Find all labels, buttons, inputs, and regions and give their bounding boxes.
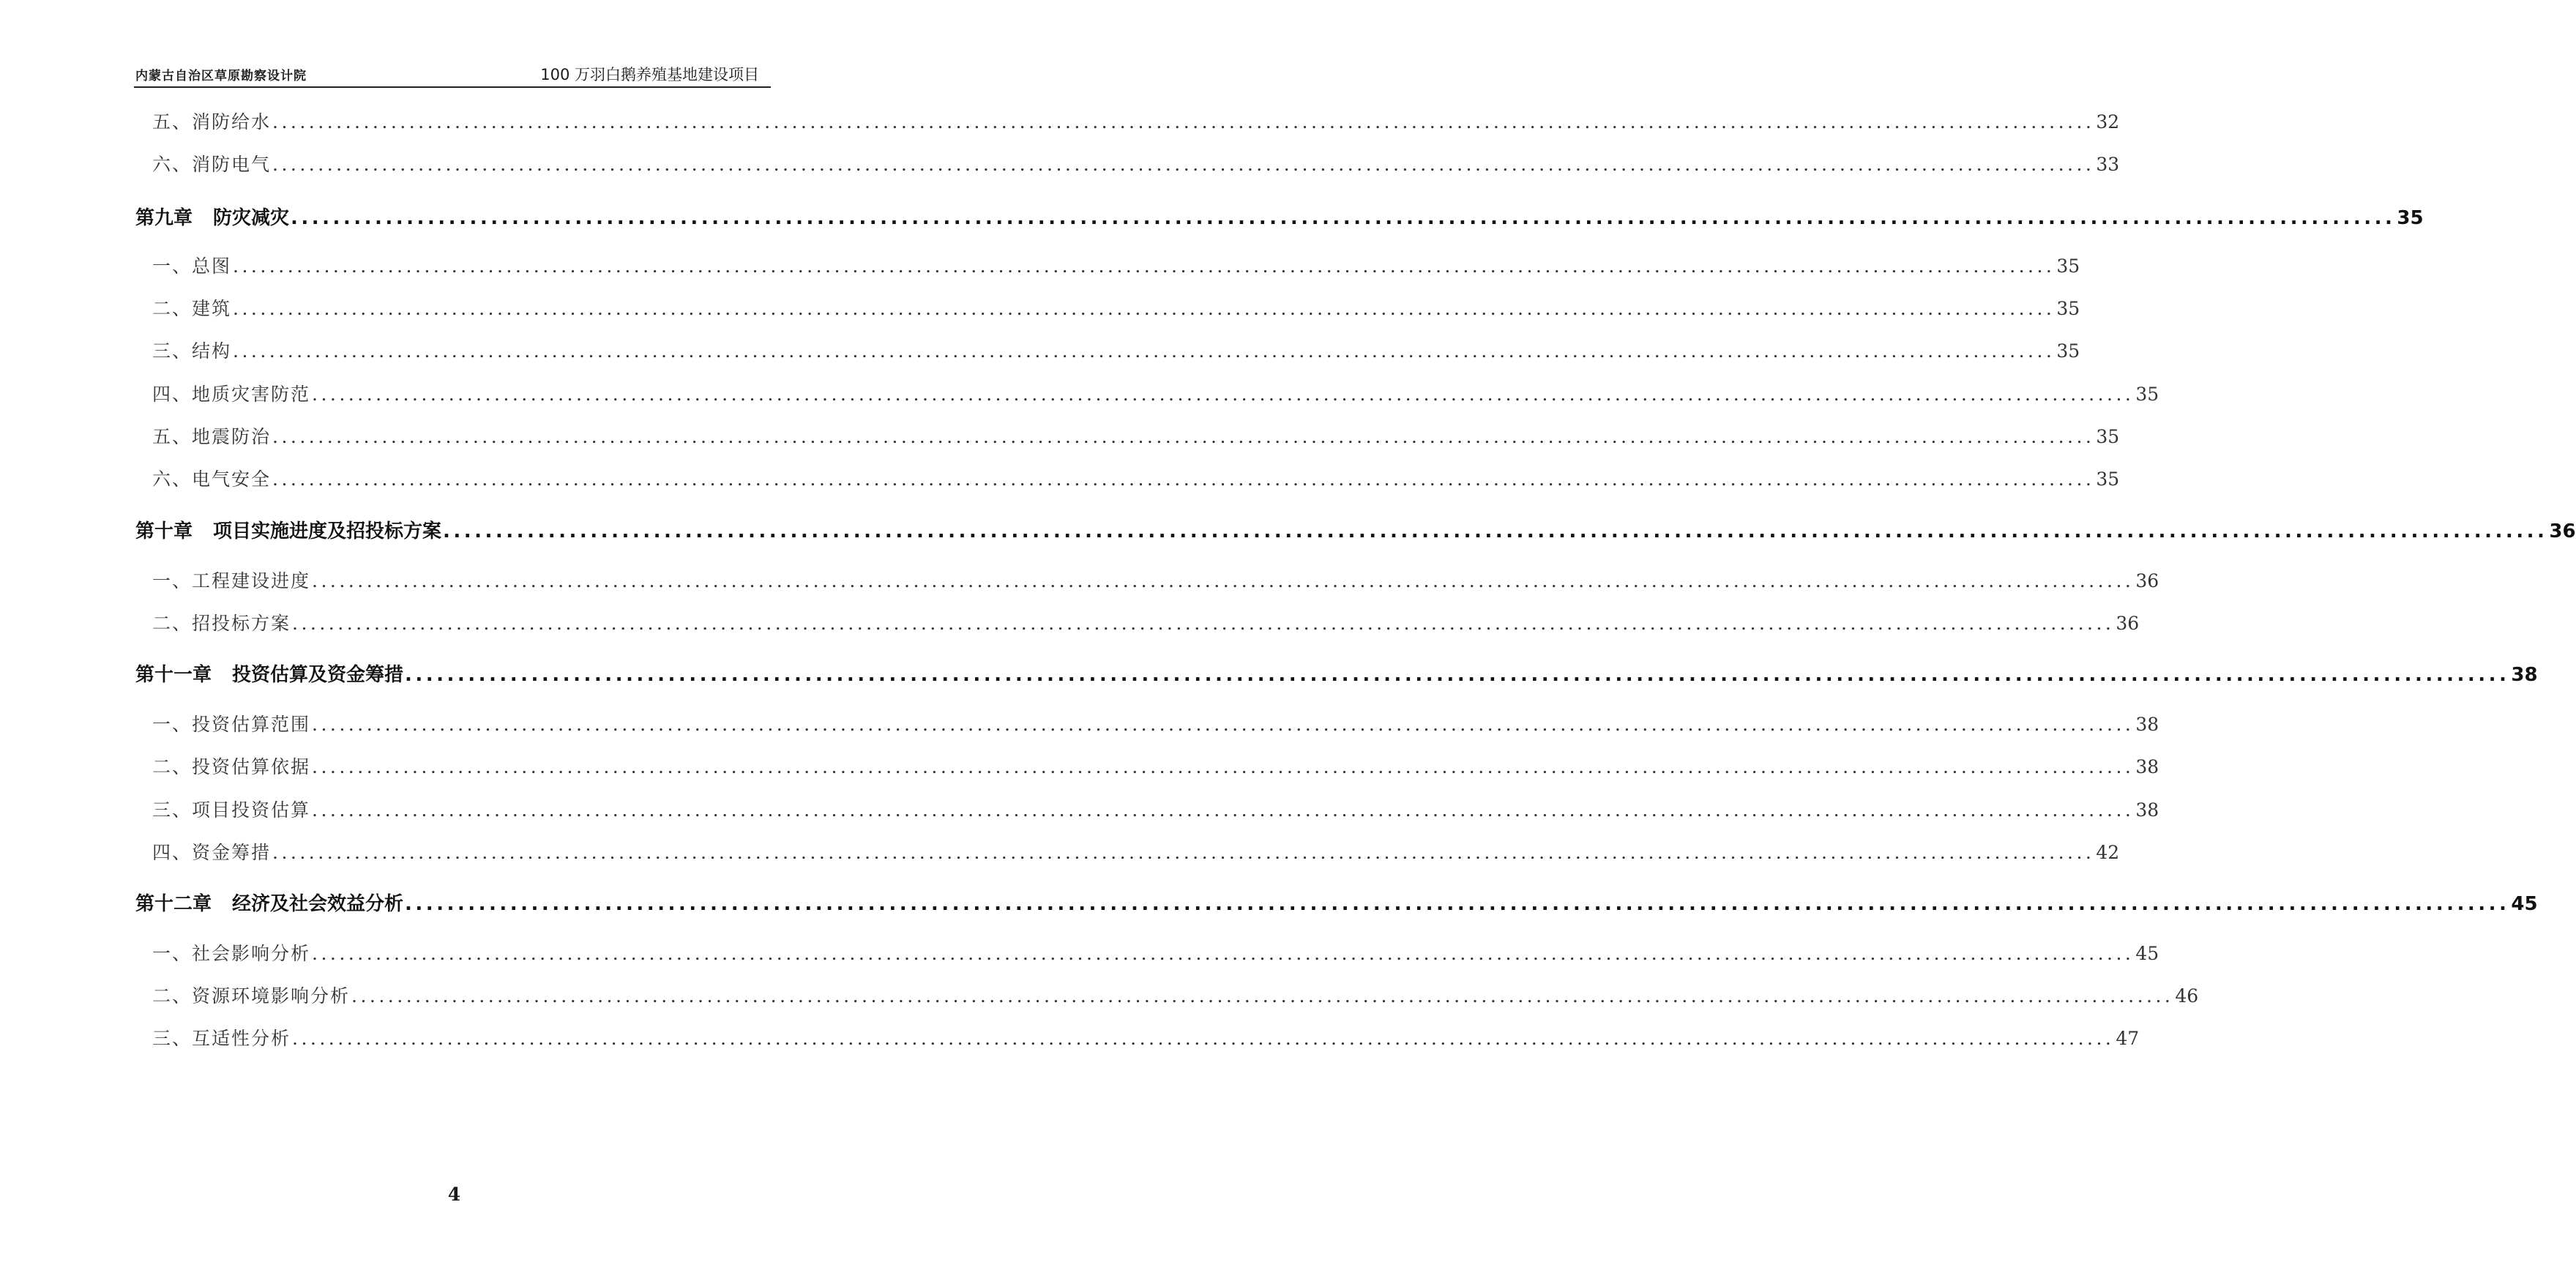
page-header bbox=[134, 61, 771, 88]
chapter-title: 项目实施进度及招投标方案 bbox=[213, 520, 442, 542]
toc-page-number: 35 bbox=[2096, 426, 2120, 447]
toc-entry-label: 二、资源环境影响分析 bbox=[152, 985, 351, 1007]
toc-entry-label: 六、电气安全 bbox=[152, 469, 272, 490]
toc-section-entry[interactable] bbox=[135, 422, 2120, 449]
toc-page-number: 38 bbox=[2135, 799, 2159, 821]
toc-page-number: 38 bbox=[2135, 714, 2159, 735]
dot-leader: ........................................................................................................................................................................................................ bbox=[312, 570, 2135, 591]
toc-page-number: 33 bbox=[2096, 154, 2120, 175]
toc-section-entry[interactable] bbox=[135, 1024, 2140, 1050]
dot-leader: ........................................................................................................................................................................................................ bbox=[272, 154, 2095, 175]
toc-entry-label: 一、投资估算范围 bbox=[152, 714, 311, 735]
toc-page-number: 38 bbox=[2511, 664, 2538, 686]
toc-page-number: 36 bbox=[2135, 570, 2159, 591]
toc-page-number: 42 bbox=[2096, 842, 2120, 863]
dot-leader: ........................................................................................................................................................................................................ bbox=[233, 298, 2056, 319]
toc-chapter-entry[interactable] bbox=[135, 516, 2576, 543]
chapter-number: 第十一章 bbox=[135, 664, 212, 686]
dot-leader: ........................................................................................................................................................................................................ bbox=[292, 613, 2115, 634]
toc-section-entry[interactable] bbox=[135, 294, 2080, 321]
toc-section-entry[interactable] bbox=[135, 465, 2120, 491]
toc-chapter-entry[interactable] bbox=[135, 889, 2538, 916]
dot-leader: ........................................................................................................................................................................................................ bbox=[312, 943, 2135, 964]
toc-page-number: 35 bbox=[2397, 207, 2424, 229]
toc-section-entry[interactable] bbox=[135, 838, 2120, 865]
chapter-number: 第十二章 bbox=[135, 893, 212, 915]
chapter-number: 第九章 bbox=[135, 207, 193, 229]
toc-page-number: 47 bbox=[2116, 1028, 2140, 1049]
toc-section-entry[interactable] bbox=[135, 982, 2199, 1008]
dot-leader: ........................................................................................................................................................................................................ bbox=[233, 255, 2056, 277]
toc-entry-label: 三、项目投资估算 bbox=[152, 799, 311, 821]
toc-entry-label: 六、消防电气 bbox=[152, 154, 272, 175]
dot-leader: ........................................................................................................................................................................................................ bbox=[292, 1028, 2115, 1049]
chapter-number: 第十章 bbox=[135, 520, 193, 542]
toc-page-number: 35 bbox=[2056, 255, 2080, 277]
toc-section-entry[interactable] bbox=[135, 337, 2080, 363]
toc-entry-label bbox=[135, 516, 441, 543]
toc-page-number: 35 bbox=[2056, 340, 2080, 362]
dot-leader: ........................................................................................................................................................................................................ bbox=[272, 426, 2095, 447]
toc-page-number: 45 bbox=[2511, 893, 2538, 915]
dot-leader: ........................................................................................................................................................................................................ bbox=[405, 664, 2510, 686]
toc-section-entry[interactable] bbox=[135, 609, 2140, 635]
dot-leader: ........................................................................................................................................................................................................ bbox=[272, 469, 2095, 490]
toc-section-entry[interactable] bbox=[135, 150, 2120, 176]
toc-page-number: 45 bbox=[2135, 943, 2159, 964]
dot-leader: ........................................................................................................................................................................................................ bbox=[272, 111, 2095, 132]
toc-section-entry[interactable] bbox=[135, 796, 2159, 822]
dot-leader: ........................................................................................................................................................................................................ bbox=[312, 384, 2135, 405]
toc-page-number: 38 bbox=[2135, 756, 2159, 777]
toc-section-entry[interactable] bbox=[135, 108, 2120, 134]
toc-entry-label bbox=[135, 660, 403, 687]
toc-section-entry[interactable] bbox=[135, 252, 2080, 278]
toc-section-entry[interactable] bbox=[135, 710, 2159, 736]
toc-entry-label bbox=[135, 203, 289, 230]
toc-page-number: 36 bbox=[2116, 613, 2140, 634]
dot-leader: ........................................................................................................................................................................................................ bbox=[312, 799, 2135, 821]
dot-leader: ........................................................................................................................................................................................................ bbox=[351, 985, 2174, 1007]
toc-entry-label: 二、投资估算依据 bbox=[152, 756, 311, 777]
toc-entry-label: 二、招投标方案 bbox=[152, 613, 291, 634]
toc-page-number: 35 bbox=[2056, 298, 2080, 319]
toc-entry-label: 三、结构 bbox=[152, 340, 232, 362]
header-project-title: 100 万羽白鹅养殖基地建设项目 bbox=[540, 66, 759, 83]
chapter-title: 经济及社会效益分析 bbox=[232, 893, 404, 915]
page-number: 4 bbox=[447, 1184, 461, 1205]
toc-section-entry[interactable] bbox=[135, 939, 2159, 966]
dot-leader: ........................................................................................................................................................................................................ bbox=[312, 714, 2135, 735]
dot-leader: ........................................................................................................................................................................................................ bbox=[443, 520, 2548, 542]
header-organization: 内蒙古自治区草原勘察设计院 bbox=[135, 69, 307, 83]
toc-section-entry[interactable] bbox=[135, 380, 2159, 406]
dot-leader: ........................................................................................................................................................................................................ bbox=[291, 207, 2396, 229]
toc-section-entry[interactable] bbox=[135, 753, 2159, 779]
toc-page-number: 46 bbox=[2175, 985, 2199, 1007]
toc-entry-label bbox=[135, 889, 403, 916]
toc-entry-label: 一、社会影响分析 bbox=[152, 943, 311, 964]
toc-entry-label: 五、地震防治 bbox=[152, 426, 272, 447]
toc-page-number: 36 bbox=[2549, 520, 2576, 542]
dot-leader: ........................................................................................................................................................................................................ bbox=[312, 756, 2135, 777]
toc-section-entry[interactable] bbox=[135, 567, 2159, 593]
dot-leader: ........................................................................................................................................................................................................ bbox=[405, 893, 2510, 915]
toc-entry-label: 一、总图 bbox=[152, 255, 232, 277]
toc-entry-label: 二、建筑 bbox=[152, 298, 232, 319]
toc-page-number: 35 bbox=[2135, 384, 2159, 405]
dot-leader: ........................................................................................................................................................................................................ bbox=[233, 340, 2056, 362]
toc-entry-label: 四、地质灾害防范 bbox=[152, 384, 311, 405]
toc-entry-label: 五、消防给水 bbox=[152, 111, 272, 132]
chapter-title: 投资估算及资金筹措 bbox=[232, 664, 404, 686]
toc-entry-label: 三、互适性分析 bbox=[152, 1028, 291, 1049]
toc-entry-label: 四、资金筹措 bbox=[152, 842, 272, 863]
toc-entry-label: 一、工程建设进度 bbox=[152, 570, 311, 591]
toc-page-number: 32 bbox=[2096, 111, 2120, 132]
toc-chapter-entry[interactable] bbox=[135, 660, 2538, 687]
toc-chapter-entry[interactable] bbox=[135, 203, 2424, 230]
dot-leader: ........................................................................................................................................................................................................ bbox=[272, 842, 2095, 863]
toc-page-number: 35 bbox=[2096, 469, 2120, 490]
chapter-title: 防灾减灾 bbox=[213, 207, 290, 229]
